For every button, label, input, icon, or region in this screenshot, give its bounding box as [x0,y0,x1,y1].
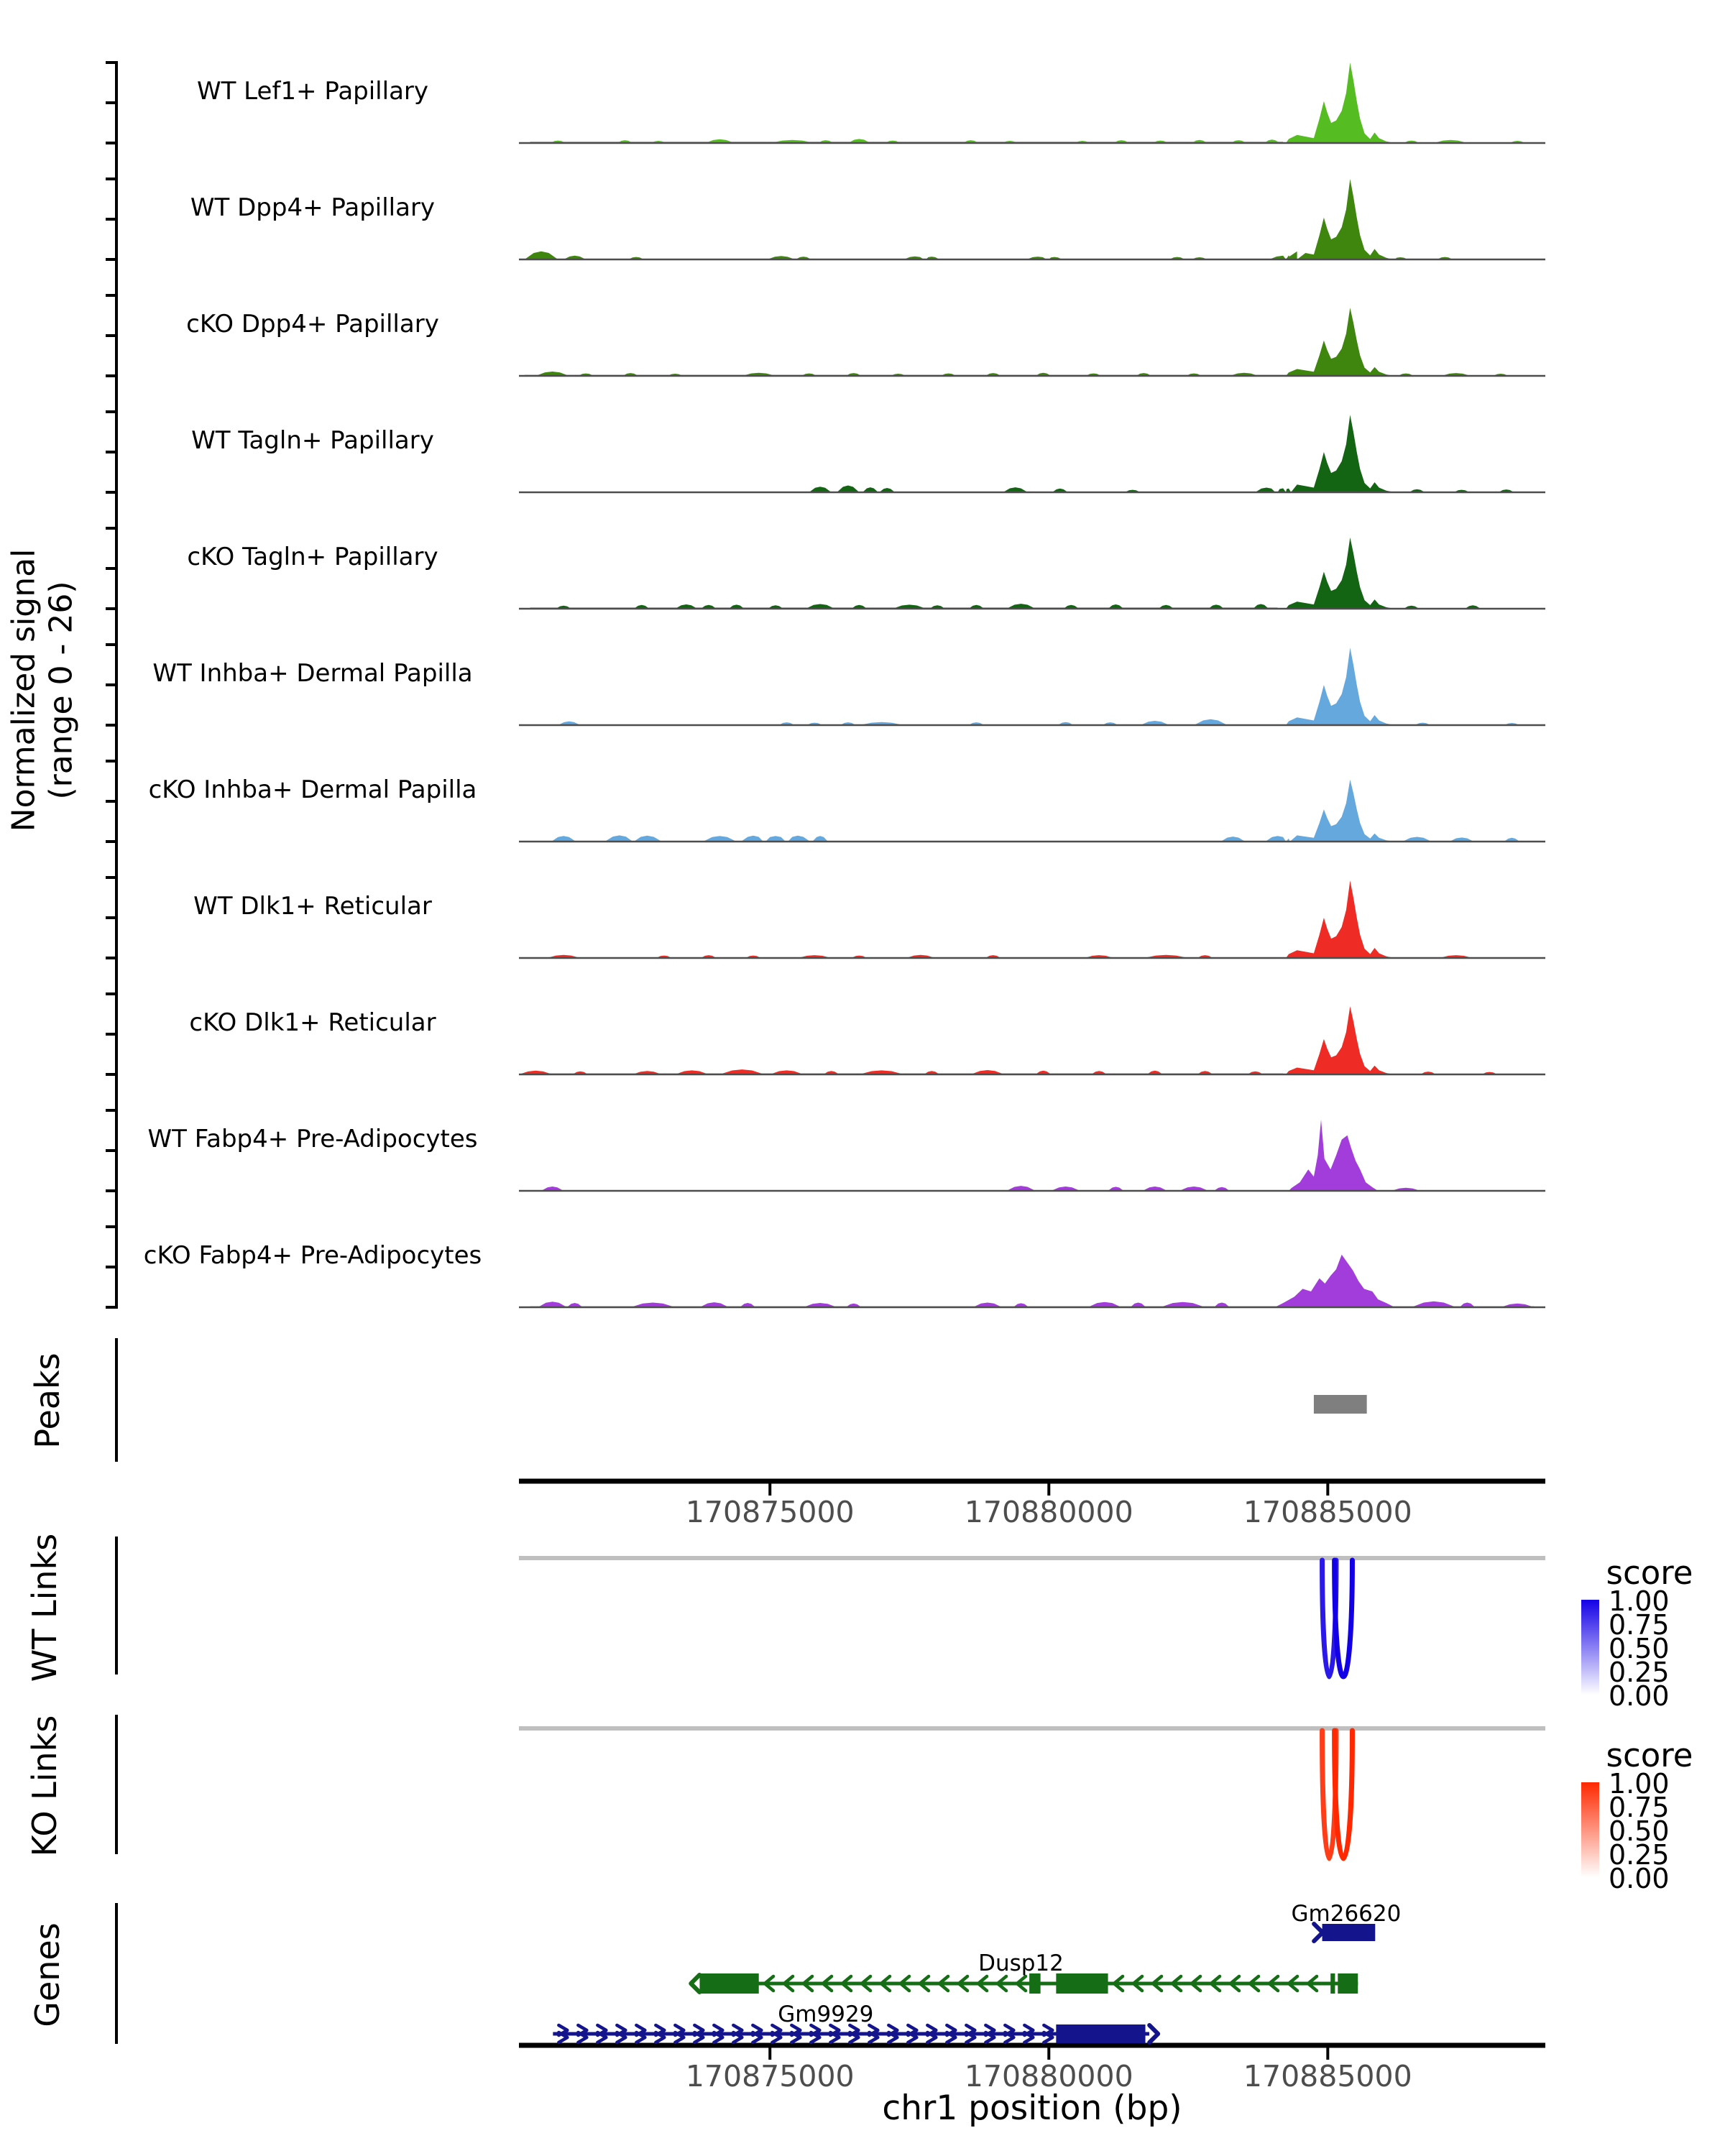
wt-score-tick-label: 0.25 [1609,1657,1670,1688]
gene-exon [1029,1973,1041,1994]
ko-score-tick-label: 0.00 [1609,1863,1670,1894]
wt-score-legend-ticks [1574,1554,1725,1733]
upper-axis-tick-label: 170885000 [1243,1495,1412,1529]
track-label: cKO Tagln+ Papillary [187,543,438,571]
section-label-ko-links: KO Links [25,1715,64,1857]
signal-track-area [519,1120,1545,1191]
gene-exon [1056,2024,1145,2043]
signal-track-area [519,1255,1545,1307]
gene-exon [1056,1973,1108,1994]
lower-axis-tick-label: 170880000 [964,2059,1133,2093]
signal-track-area [519,648,1545,725]
signal-track-area [519,880,1545,958]
signal-track-area [519,63,1545,143]
signal-track-area [519,538,1545,609]
track-label: WT Fabp4+ Pre-Adipocytes [147,1125,478,1153]
section-label-peaks: Peaks [28,1353,67,1449]
x-axis-title: chr1 position (bp) [882,2088,1182,2128]
track-label: WT Inhba+ Dermal Papilla [152,659,473,688]
gene-terminal-arrow [1149,2025,1158,2042]
gene-label: Gm9929 [778,2001,874,2027]
ko-score-tick-label: 0.75 [1609,1792,1670,1823]
wt-score-tick-label: 1.00 [1609,1585,1670,1617]
track-label: WT Dpp4+ Papillary [190,193,436,222]
track-label: WT Tagln+ Papillary [191,426,434,455]
ko-score-tick-label: 1.00 [1609,1768,1670,1800]
wt-score-tick-label: 0.00 [1609,1680,1670,1712]
signal-track-area [519,415,1545,492]
upper-axis-tick-label: 170880000 [964,1495,1133,1529]
track-label: cKO Dpp4+ Papillary [186,310,439,338]
ko-score-tick-label: 0.25 [1609,1839,1670,1871]
signal-track-area [519,1006,1545,1074]
signal-track-area [519,308,1545,376]
gene-terminal-arrow [691,1975,699,1992]
signal-track-area [519,780,1545,842]
gene-label: Gm26620 [1291,1901,1402,1927]
y-axis-title-line1: Normalized signal [5,548,42,832]
lower-axis-tick-label: 170885000 [1243,2059,1412,2093]
track-label: cKO Inhba+ Dermal Papilla [148,775,477,804]
wt-score-legend-title: score [1606,1554,1693,1592]
wt-score-tick-label: 0.75 [1609,1609,1670,1641]
gene-label: Dusp12 [978,1950,1064,1976]
section-label-genes: Genes [28,1922,67,2027]
gene-exon [699,1973,758,1994]
track-label: cKO Fabp4+ Pre-Adipocytes [143,1241,482,1270]
signal-track-area [519,179,1545,259]
wt-score-tick-label: 0.50 [1609,1633,1670,1664]
gene-exon [1338,1973,1358,1994]
ko-score-tick-label: 0.50 [1609,1815,1670,1847]
track-label: WT Dlk1+ Reticular [193,892,432,921]
gene-exon [1330,1973,1335,1994]
wt-score-legend [1574,1554,1725,1733]
lower-axis-tick-label: 170875000 [685,2059,855,2093]
peak-box [1314,1395,1367,1414]
ko-score-legend [1574,1736,1725,1916]
ko-score-legend-ticks [1574,1736,1725,1916]
track-label: cKO Dlk1+ Reticular [189,1008,436,1037]
ko-score-legend-title: score [1606,1736,1693,1774]
section-label-wt-links: WT Links [25,1533,64,1682]
upper-axis-tick-label: 170875000 [685,1495,855,1529]
y-axis-title-line2: (range 0 - 26) [42,581,80,800]
track-label: WT Lef1+ Papillary [196,77,429,106]
